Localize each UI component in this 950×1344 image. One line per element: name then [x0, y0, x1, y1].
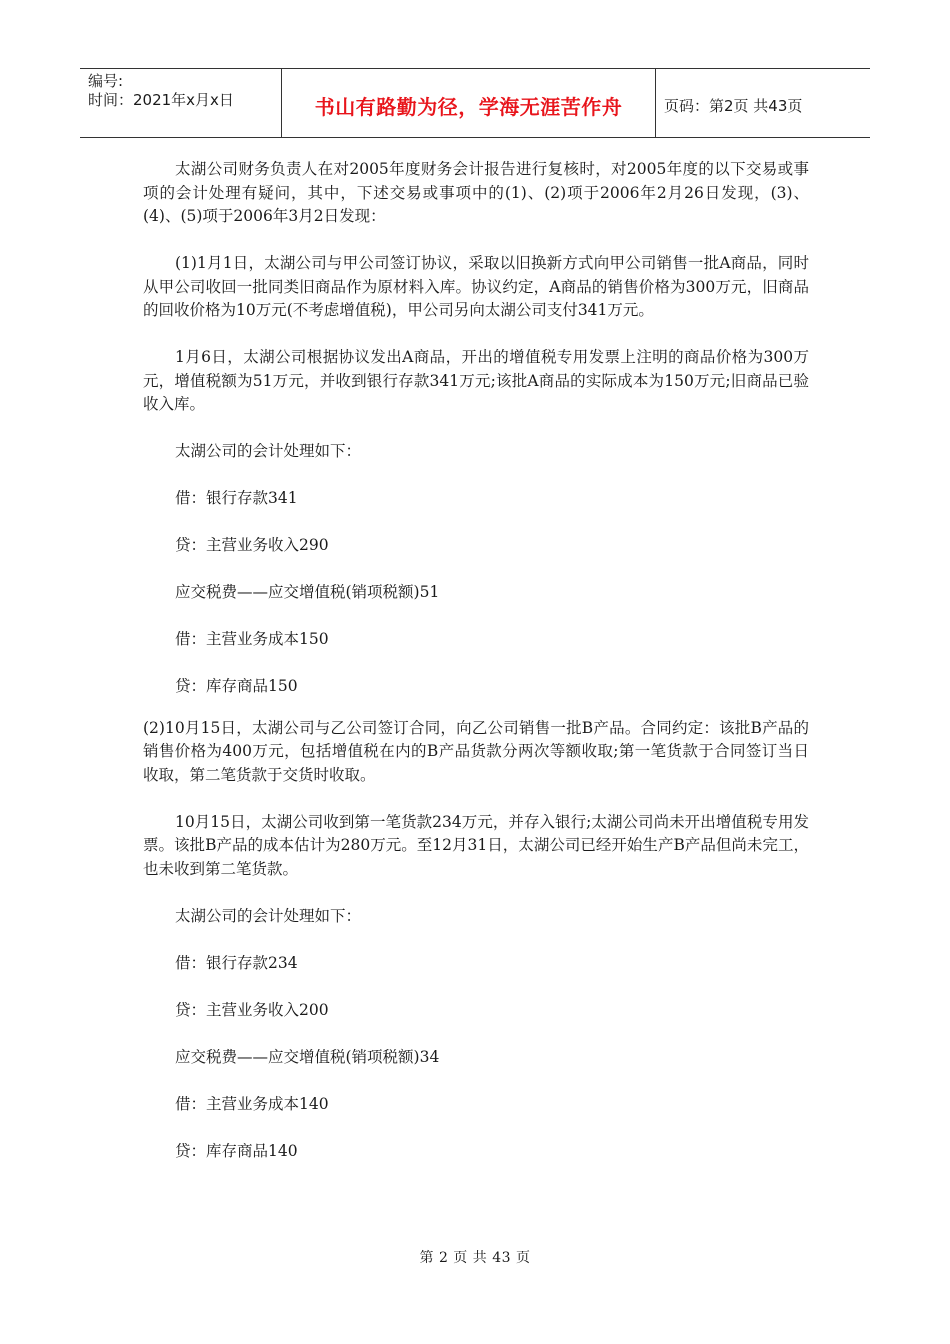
journal-entry: 贷：库存商品140 [175, 1141, 298, 1160]
journal-entry: 贷：库存商品150 [175, 677, 298, 695]
number-label: 编号: [88, 72, 124, 90]
journal-entry: 借：主营业务成本140 [175, 1094, 329, 1113]
time-label: 时间：2021年x月x日 [88, 91, 234, 109]
journal-entry: 贷：主营业务收入200 [175, 1000, 329, 1019]
paragraph-intro: 太湖公司财务负责人在对2005年度财务会计报告进行复核时，对2005年度的以下交易或事项的会计处理有疑问，其中，下述交易或事项中的(1)、(2)项于2006年2月26日发现，(3)、(4)、(5)项于2006年3月2日发现： [143, 160, 809, 225]
page-footer: 第 2 页 共 43 页 [419, 1250, 531, 1266]
page-header [80, 68, 870, 138]
paragraph-item-2-detail: 10月15日，太湖公司收到第一笔货款234万元，并存入银行;太湖公司尚未开出增值税专用发票。该批B产品的成本估计为280万元。至12月31日，太湖公司已经开始生产B产品但尚未完工，也未收到第二笔货款。 [143, 812, 809, 878]
document-body [143, 158, 809, 1187]
paragraph-item-1-detail: 1月6日，太湖公司根据协议发出A商品，开出的增值税专用发票上注明的商品价格为300万元，增值税额为51万元，并收到银行存款341万元;该批A商品的实际成本为150万元;旧商品已验收入库。 [143, 348, 809, 413]
journal-entry: 借：银行存款341 [175, 489, 298, 507]
journal-entry: 贷：主营业务收入290 [175, 536, 329, 554]
paragraph-item-1: (1)1月1日，太湖公司与甲公司签订协议，采取以旧换新方式向甲公司销售一批A商品，同时从甲公司收回一批同类旧商品作为原材料入库。协议约定，A商品的销售价格为300万元，旧商品的回收价格为10万元(不考虑增值税)，甲公司另向太湖公司支付341万元。 [143, 254, 809, 319]
journal-entry: 借：主营业务成本150 [175, 630, 329, 648]
paragraph-accounting-2: 太湖公司的会计处理如下： [175, 906, 362, 925]
header-page-number: 页码：第2页 共43页 [664, 96, 803, 115]
journal-entry: 借：银行存款234 [175, 953, 298, 972]
paragraph-accounting-1: 太湖公司的会计处理如下： [175, 442, 362, 460]
header-meta [80, 69, 282, 137]
journal-entry: 应交税费——应交增值税(销项税额)51 [175, 583, 440, 601]
paragraph-item-2: (2)10月15日，太湖公司与乙公司签订合同，向乙公司销售一批B产品。合同约定：该批B产品的销售价格为400万元，包括增值税在内的B产品货款分两次等额收取;第一笔货款于合同签订当日收取，第二笔货款于交货时收取。 [143, 718, 809, 784]
journal-entry: 应交税费——应交增值税(销项税额)34 [175, 1047, 440, 1066]
header-motto: 书山有路勤为径，学海无涯苦作舟 [282, 69, 656, 137]
